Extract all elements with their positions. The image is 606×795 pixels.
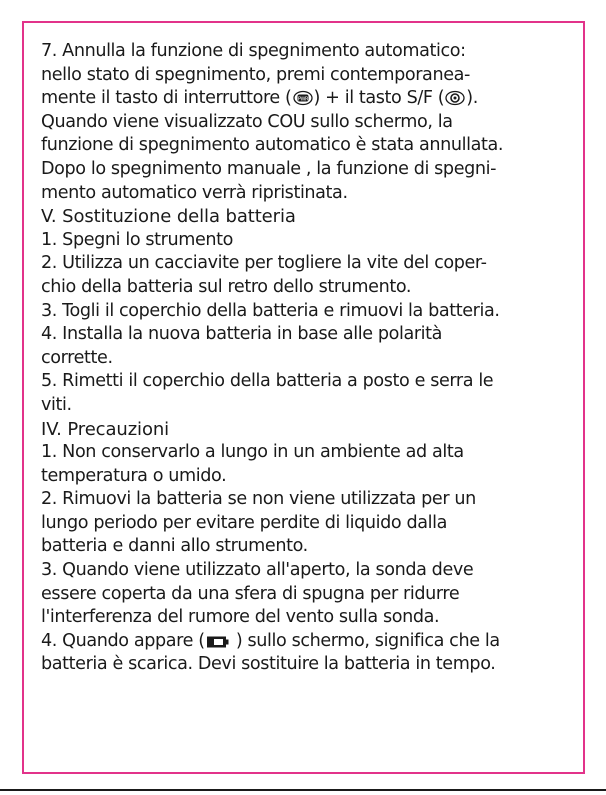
- text-fragment: 4. Quando appare (: [41, 630, 205, 651]
- precautions-section-heading: IV. Precauzioni: [41, 418, 170, 440]
- battery-step: 2. Utilizza un cacciavite per togliere la vite del coper-: [41, 253, 487, 274]
- battery-step: 1. Spegni lo strumento: [41, 229, 234, 250]
- precaution-item: essere coperta da una sfera di spugna per ridurre: [41, 583, 460, 604]
- text-fragment: ) + il tasto S/F (: [313, 88, 445, 109]
- battery-step: chio della batteria sul retro dello strumento.: [41, 276, 412, 297]
- section7-line: Quando viene visualizzato COU sullo schermo, la: [41, 111, 453, 132]
- section7-line: 7. Annulla la funzione di spegnimento automatico:: [41, 41, 466, 61]
- precaution-item: l'interferenza del rumore del vento sulla sonda.: [41, 607, 440, 628]
- battery-step: 5. Rimetti il coperchio della batteria a posto e serra le: [41, 371, 494, 392]
- section7-line-with-icons: [41, 87, 581, 111]
- battery-step: viti.: [41, 394, 72, 415]
- precaution-item: batteria e danni allo strumento.: [41, 536, 308, 557]
- precaution-item: 1. Non conservarlo a lungo in un ambiente ad alta: [41, 442, 464, 463]
- bottom-divider: [0, 789, 606, 791]
- text-fragment: ) sullo schermo, significa che la: [230, 630, 500, 651]
- text-fragment: mente il tasto di interruttore (: [41, 88, 292, 109]
- section7-line: Dopo lo spegnimento manuale , la funzione di spegni-: [41, 158, 497, 179]
- section7-line: funzione di spegnimento automatico è stata annullata.: [41, 135, 504, 156]
- precaution-item: lungo periodo per evitare perdite di liquido dalla: [41, 512, 447, 533]
- section7-line: mento automatico verrà ripristinata.: [41, 182, 348, 203]
- section7-line: nello stato di spegnimento, premi contemporanea-: [41, 64, 470, 85]
- precaution-item-with-icon: [41, 630, 581, 654]
- precaution-item: temperatura o umido.: [41, 465, 227, 486]
- precaution-item: 2. Rimuovi la batteria se non viene utilizzata per un: [41, 489, 476, 510]
- manual-page-content: [41, 40, 581, 677]
- battery-section-heading: V. Sostituzione della batteria: [41, 206, 296, 228]
- precaution-item: 3. Quando viene utilizzato all'aperto, la sonda deve: [41, 560, 474, 581]
- svg-text:PWR: PWR: [297, 96, 308, 103]
- battery-step: 4. Installa la nuova batteria in base alle polarità: [41, 324, 443, 345]
- battery-step: corrette.: [41, 347, 113, 368]
- battery-step: 3. Togli il coperchio della batteria e rimuovi la batteria.: [41, 300, 500, 321]
- precaution-item: batteria è scarica. Devi sostituire la batteria in tempo.: [41, 654, 496, 675]
- text-fragment: ).: [466, 88, 478, 109]
